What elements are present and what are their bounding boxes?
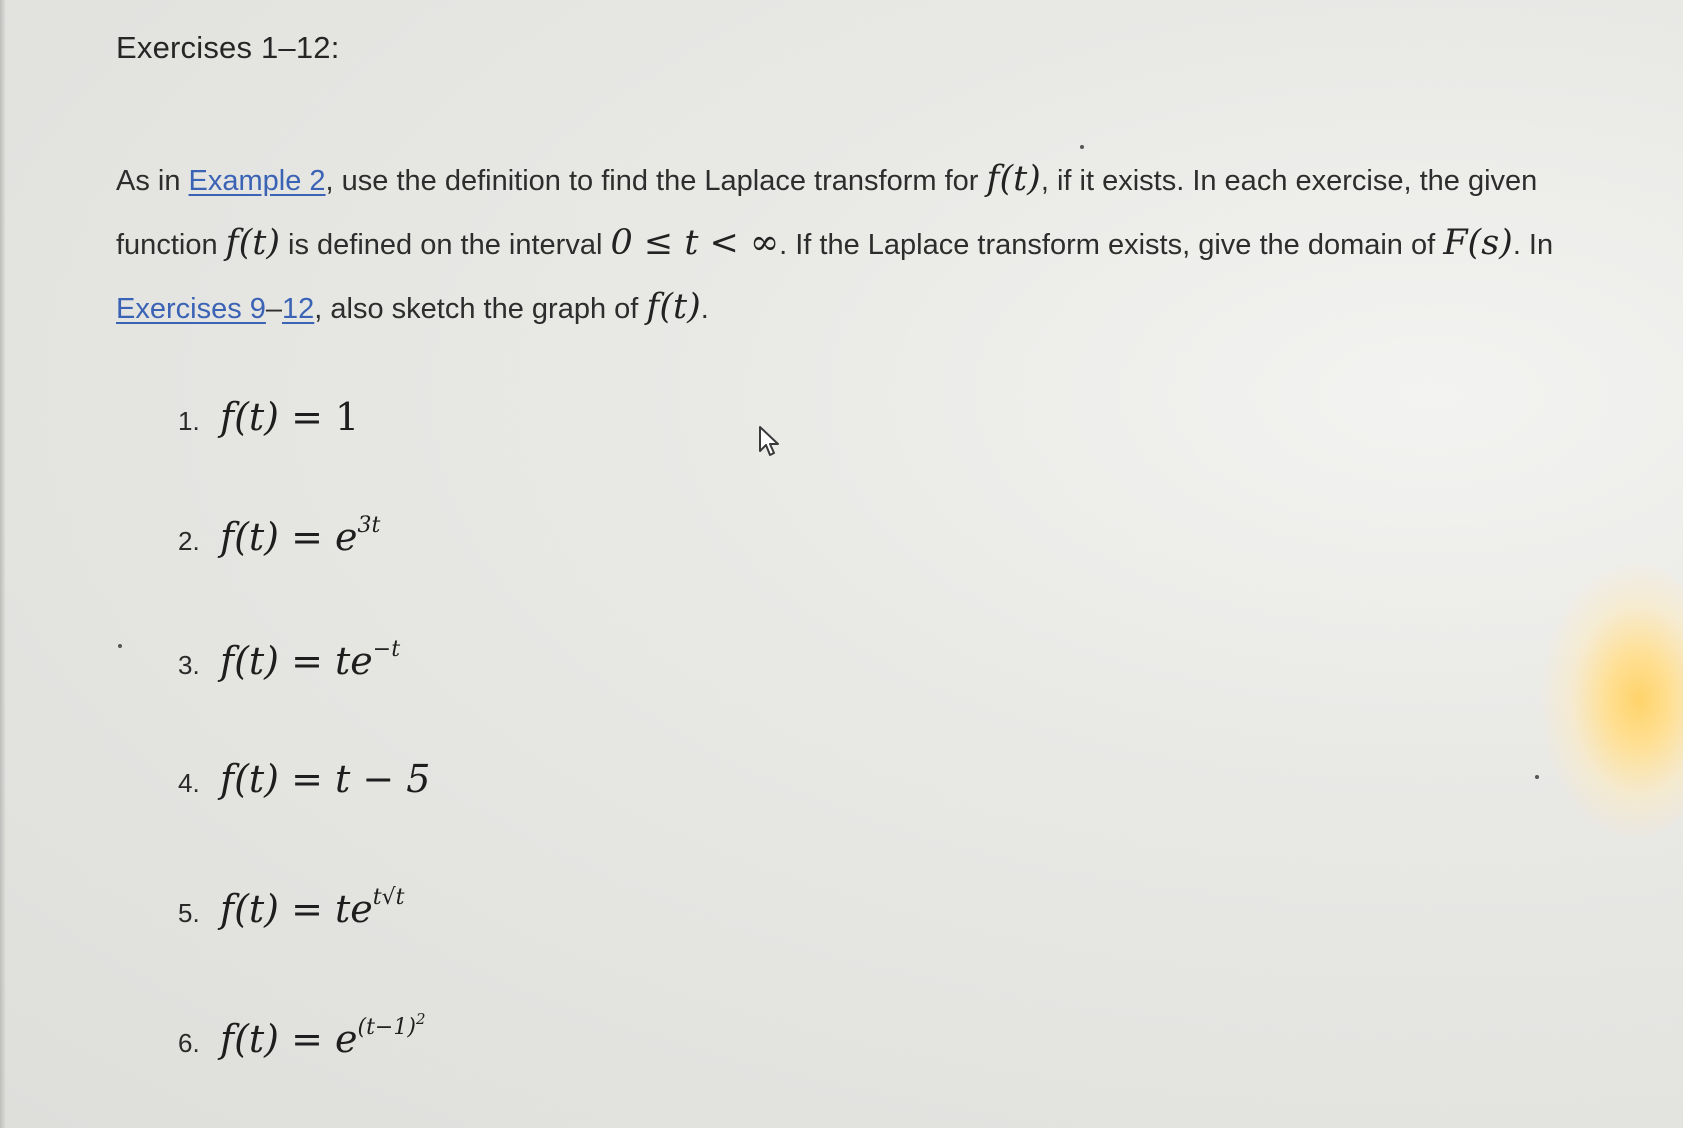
- equation-lhs: f(t): [220, 887, 279, 931]
- equation-lhs: f(t): [220, 757, 279, 801]
- exponent: [357, 1010, 426, 1040]
- math-ft: f(t): [225, 223, 280, 263]
- math-Fs: F(s): [1443, 223, 1513, 263]
- instr-text: . In: [1512, 229, 1554, 261]
- equation-lhs: f(t): [220, 515, 279, 559]
- dust-speck: [1080, 145, 1084, 149]
- equals-sign: =: [279, 1017, 335, 1061]
- screen-edge: [0, 0, 6, 1128]
- dust-speck: [1535, 775, 1539, 779]
- exercise-equation: [220, 515, 380, 559]
- equals-sign: =: [279, 887, 335, 931]
- light-glare: [1540, 560, 1683, 840]
- exponent: 3t: [357, 513, 381, 538]
- instr-text: is defined on the interval: [279, 229, 611, 261]
- range-dash: –: [265, 293, 283, 325]
- equals-sign: =: [279, 757, 335, 801]
- equation-rhs: te: [335, 639, 373, 683]
- exercise-number: 1.: [178, 406, 200, 436]
- exponent-power: 2: [415, 1010, 426, 1028]
- exponent: t√t: [372, 885, 405, 910]
- instructions-paragraph: [116, 148, 1586, 340]
- dust-speck: [118, 644, 122, 648]
- exercise-item: [178, 885, 404, 945]
- exercise-item: [178, 395, 359, 455]
- example-2-link[interactable]: Example 2: [188, 165, 326, 197]
- exercise-number: 6.: [178, 1028, 200, 1058]
- page-title: Exercises 1–12:: [116, 30, 340, 65]
- exercise-item: [178, 513, 380, 573]
- exercise-number: 4.: [178, 768, 200, 798]
- equation-rhs: e: [335, 1017, 358, 1061]
- exercises-9-link[interactable]: Exercises 9: [116, 293, 266, 325]
- instr-text: . If the Laplace transform exists, give the domain of: [779, 229, 1444, 261]
- equation-rhs: te: [335, 887, 373, 931]
- equation-rhs: t − 5: [335, 757, 431, 801]
- exponent: −t: [372, 637, 401, 662]
- math-ft: f(t): [646, 287, 701, 327]
- equation-rhs: 1: [335, 395, 360, 439]
- math-ft: f(t): [986, 159, 1041, 199]
- exercise-item: [178, 1010, 425, 1070]
- exercise-equation: [220, 395, 359, 439]
- exercise-12-link[interactable]: 12: [282, 293, 315, 325]
- exercise-number: 5.: [178, 898, 200, 928]
- equals-sign: =: [279, 395, 335, 439]
- instr-text: , if it exists. In each exercise, the given function: [116, 165, 1538, 261]
- exercise-equation: [220, 639, 400, 683]
- equals-sign: =: [279, 515, 335, 559]
- exercise-number: 2.: [178, 526, 200, 556]
- equation-rhs: e: [335, 515, 358, 559]
- math-interval: 0 ≤ t < ∞: [610, 223, 780, 263]
- instr-text: , use the definition to find the Laplace transform for: [325, 165, 987, 197]
- exercise-number: 3.: [178, 650, 200, 680]
- exercise-equation: [220, 1010, 426, 1061]
- exponent-base: (t−1): [357, 1015, 416, 1040]
- instr-text: .: [700, 293, 709, 325]
- exercise-equation: [220, 887, 404, 931]
- equation-lhs: f(t): [220, 1017, 279, 1061]
- equation-lhs: f(t): [220, 395, 279, 439]
- mouse-pointer-icon: [757, 425, 785, 459]
- instr-text: , also sketch the graph of: [314, 293, 647, 325]
- exercise-equation: [220, 757, 430, 801]
- equals-sign: =: [279, 639, 335, 683]
- exercise-item: [178, 637, 400, 697]
- exercise-item: [178, 757, 430, 817]
- instr-text: As in: [116, 165, 189, 197]
- equation-lhs: f(t): [220, 639, 279, 683]
